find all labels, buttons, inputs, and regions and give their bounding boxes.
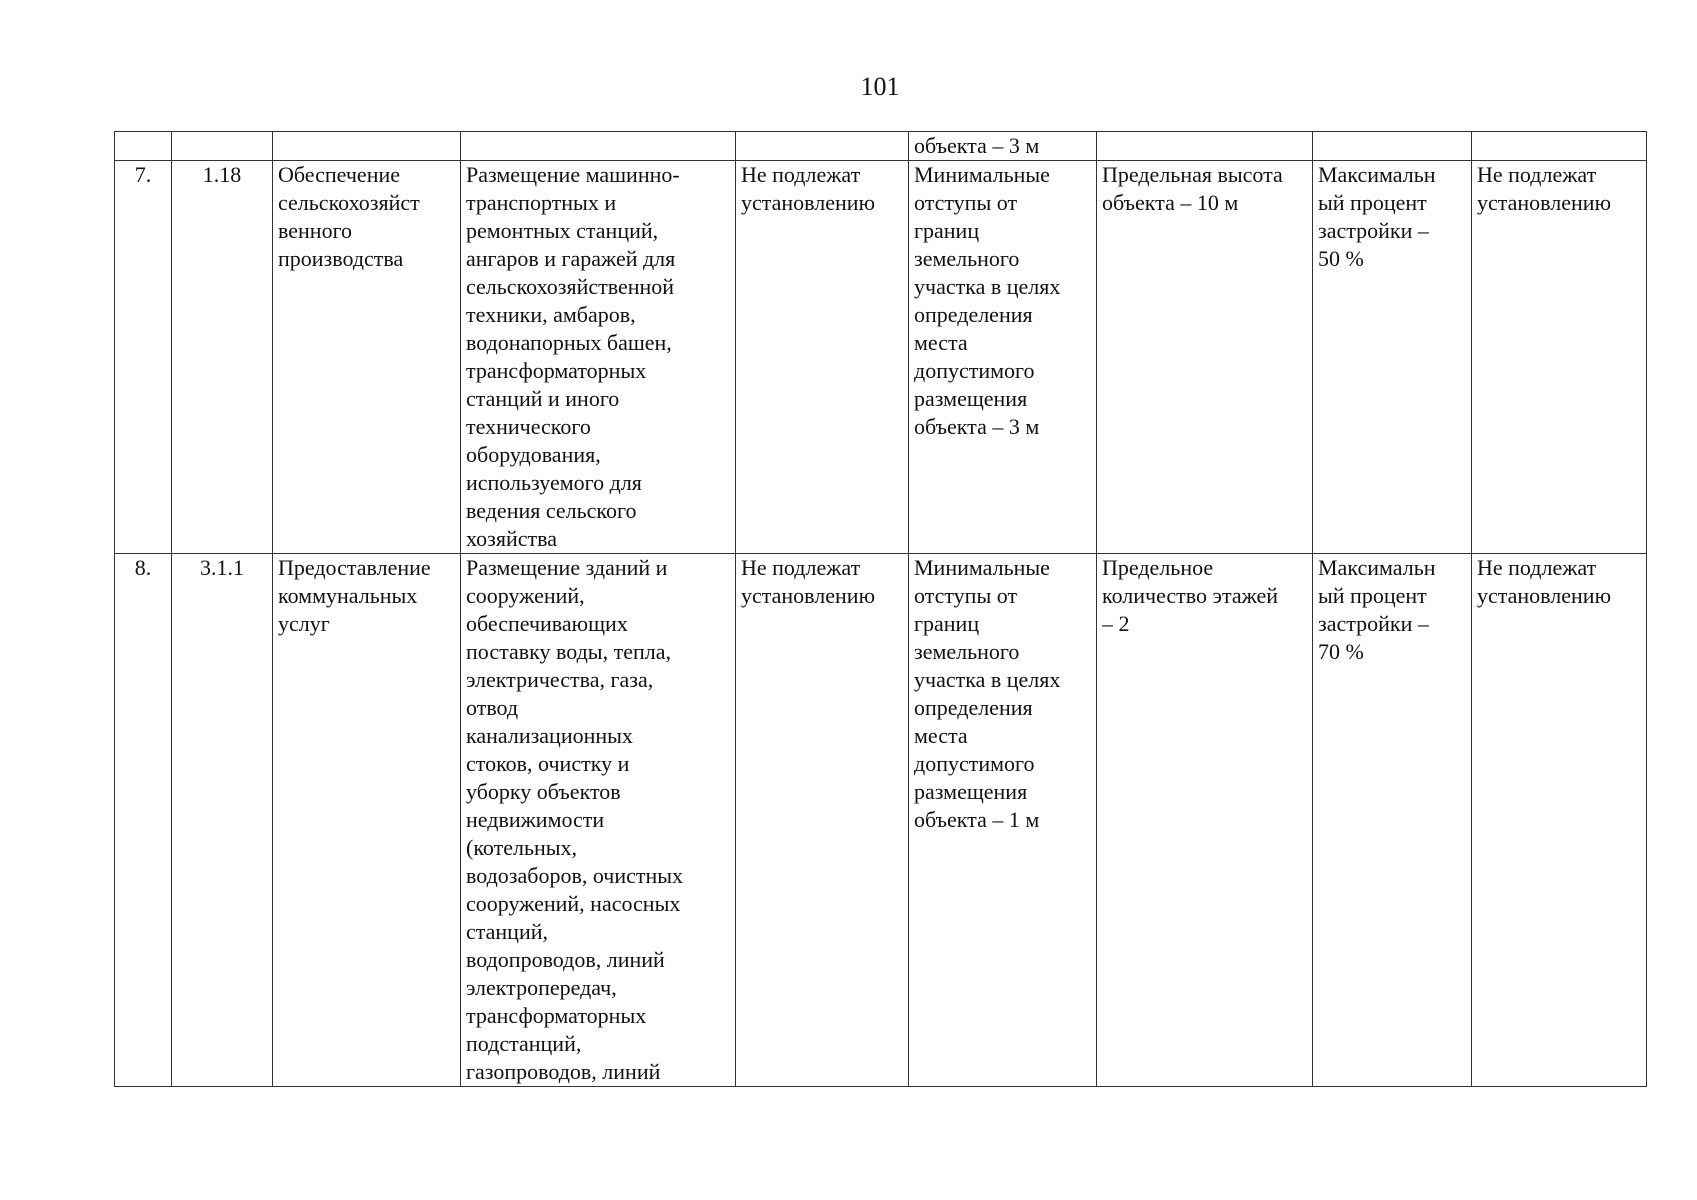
cell-name — [273, 132, 461, 161]
cell-description — [461, 132, 736, 161]
table-row — [115, 161, 1647, 554]
cell-description: Размещение зданий и сооружений, обеспечивающих поставку воды, тепла, электричества, газа, отвод канализационных стоков, очистку и уборку объектов недвижимости (котельных, водозаборов, очистных сооружений, насосных станций, водопроводов, линий электропередач, трансформаторных подстанций, газопроводов, линий — [461, 554, 736, 1087]
table-row-continuation — [115, 132, 1647, 161]
cell-code: 3.1.1 — [172, 554, 273, 1087]
cell-coverage: Максимальн ый процент застройки – 70 % — [1313, 554, 1472, 1087]
cell-coverage — [1313, 132, 1472, 161]
cell-height-limit — [1097, 132, 1313, 161]
cell-height-limit: Предельное количество этажей – 2 — [1097, 554, 1313, 1087]
cell-setbacks: Минимальные отступы от границ земельного участка в целях определения места допустимого размещения объекта – 3 м — [909, 161, 1097, 554]
cell-name: Обеспечение сельскохозяйст венного производства — [273, 161, 461, 554]
cell-height-limit: Предельная высота объекта – 10 м — [1097, 161, 1313, 554]
cell-name: Предоставление коммунальных услуг — [273, 554, 461, 1087]
cell-other: Не подлежат установлению — [1472, 161, 1647, 554]
cell-setbacks: Минимальные отступы от границ земельного участка в целях определения места допустимого размещения объекта – 1 м — [909, 554, 1097, 1087]
page-number: 101 — [860, 72, 900, 101]
cell-setbacks: объекта – 3 м — [909, 132, 1097, 161]
cell-num: 7. — [115, 161, 172, 554]
cell-coverage: Максимальн ый процент застройки – 50 % — [1313, 161, 1472, 554]
cell-num: 8. — [115, 554, 172, 1087]
cell-size-limits: Не подлежат установлению — [736, 161, 909, 554]
cell-other: Не подлежат установлению — [1472, 554, 1647, 1087]
table-row — [115, 554, 1647, 1087]
cell-num — [115, 132, 172, 161]
cell-code: 1.18 — [172, 161, 273, 554]
cell-size-limits — [736, 132, 909, 161]
cell-size-limits: Не подлежат установлению — [736, 554, 909, 1087]
zoning-table — [114, 131, 1647, 1087]
cell-other — [1472, 132, 1647, 161]
cell-description: Размещение машинно- транспортных и ремонтных станций, ангаров и гаражей для сельскохозяйственной техники, амбаров, водонапорных башен, трансформаторных станций и иного технического оборудования, используемого для ведения сельского хозяйства — [461, 161, 736, 554]
cell-code — [172, 132, 273, 161]
